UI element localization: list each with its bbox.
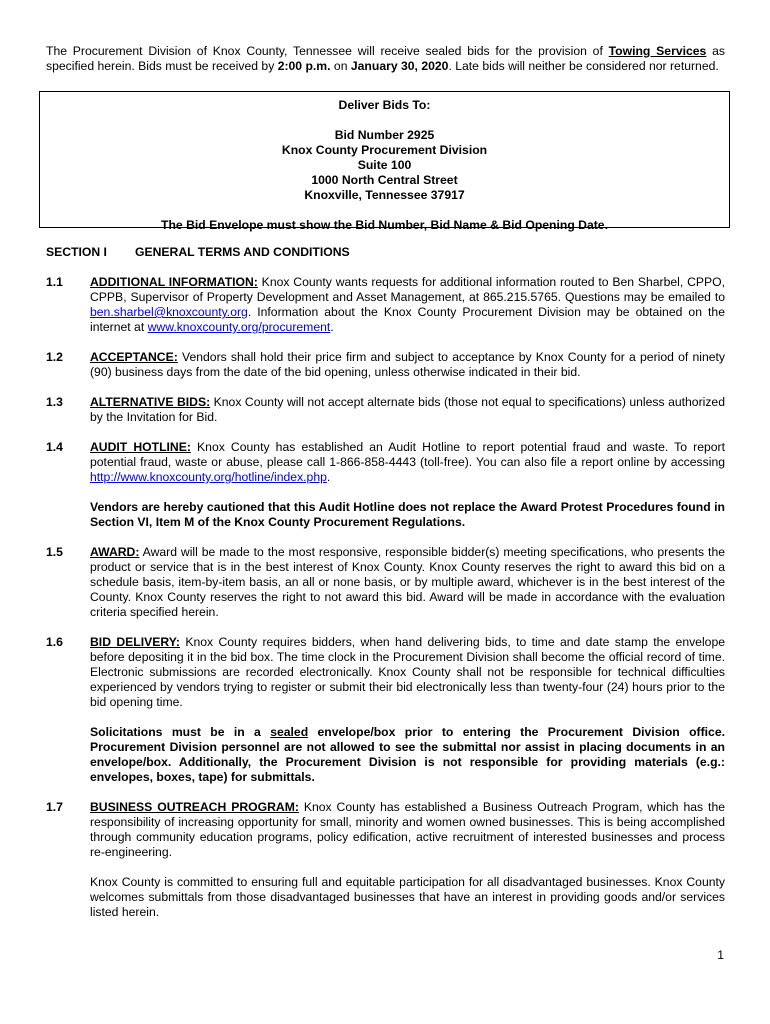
clause-text: Knox County has established a Business Outreach Program, which has the responsibility of increasing opportunity for small, minority and women owned businesses. This is being accomplished through community education programs, policy edification, active recruitment of interested businesses and process re-engineering. [90, 800, 725, 859]
clause-title: ALTERNATIVE BIDS: [90, 395, 211, 409]
notice-text: envelope/box prior to entering the Procurement Division office. Procurement Division personnel are not allowed to see the submittal nor assist in placing documents in an envelope/box. Additionally, the Procurement Division is not responsible for providing materials (e.g.: envelopes, boxes, tape) for submittals. [90, 725, 725, 784]
notice-emphasis: sealed [270, 725, 309, 739]
clause-text: . Information about the Knox County Procurement Division may be obtained on the internet at [90, 305, 725, 334]
clause-number: 1.7 [46, 800, 63, 814]
clause-text: . [326, 470, 331, 484]
deadline-time: 2:00 p.m. [277, 59, 331, 73]
street-address: 1000 North Central Street [311, 173, 458, 187]
clause-title: BUSINESS OUTREACH PROGRAM: [90, 800, 299, 814]
section-number: SECTION I [46, 245, 107, 259]
hotline-caution: Vendors are hereby cautioned that this Audit Hotline does not replace the Award Protest Procedures found in Section VI, Item M of the Knox County Procurement Regulations. [90, 500, 725, 529]
envelope-notice: The Bid Envelope must show the Bid Number, Bid Name & Bid Opening Date. [161, 218, 608, 232]
sealed-notice [90, 725, 725, 784]
procurement-link[interactable]: www.knoxcounty.org/procurement [147, 320, 331, 334]
bid-number: Bid Number 2925 [334, 128, 435, 142]
intro-text: The Procurement Division of Knox County, Tennessee will receive sealed bids for the provision of [46, 44, 609, 58]
clause-text: Vendors shall hold their price firm and subject to acceptance by Knox County for a period of ninety (90) business days from the date of the bid opening, unless otherwise indicated in their bid. [90, 350, 725, 379]
clause-title: AWARD: [90, 545, 140, 559]
delivery-heading: Deliver Bids To: [338, 98, 431, 112]
clause-number: 1.5 [46, 545, 63, 559]
document-page [46, 44, 725, 920]
notice-text: Solicitations must be in a [90, 725, 271, 739]
deadline-date: January 30, 2020 [350, 59, 449, 73]
email-link[interactable]: ben.sharbel@knoxcounty.org [90, 305, 248, 319]
intro-text: on [330, 59, 351, 73]
clause-number: 1.4 [46, 440, 63, 454]
clause-text: Award will be made to the most responsive, responsible bidder(s) meeting specifications, who presents the product or service that is in the best interest of Knox County. Knox County reserves the right to award this bid on a schedule basis, item-by-item basis, an all or none basis, or by multiple award, whichever is in the best interest of the County. Knox County reserves the right to not award this bid. Award will be made in accordance with the evaluation criteria specified herein. [90, 545, 725, 619]
service-name: Towing Services [608, 44, 707, 58]
city-state-zip: Knoxville, Tennessee 37917 [304, 188, 465, 202]
clause-text: . [330, 320, 334, 334]
section-heading [46, 245, 725, 260]
page-number: 1 [717, 948, 724, 962]
clause-1-4 [46, 440, 725, 530]
clause-number: 1.1 [46, 275, 63, 289]
clause-number: 1.3 [46, 395, 63, 409]
division-name: Knox County Procurement Division [281, 143, 488, 157]
delivery-box [39, 91, 730, 232]
clause-1-1 [46, 275, 725, 335]
section-title: GENERAL TERMS AND CONDITIONS [135, 245, 350, 259]
clause-title: ADDITIONAL INFORMATION: [90, 275, 258, 289]
intro-paragraph [46, 44, 725, 74]
clause-text: Knox County requires bidders, when hand delivering bids, to time and date stamp the envelope before depositing it in the bid box. The time clock in the Procurement Division shall become the official record of time. Electronic submissions are recorded electronically. Knox County shall not be responsible for technical difficulties experienced by vendors trying to register or submit their bid electronically less than twenty-four (24) hours prior to the bid opening time. [90, 635, 726, 709]
intro-text: . Late bids will neither be considered nor returned. [448, 59, 719, 73]
clause-title: AUDIT HOTLINE: [90, 440, 191, 454]
clause-number: 1.2 [46, 350, 63, 364]
clause-1-2 [46, 350, 725, 380]
clause-title: ACCEPTANCE: [90, 350, 178, 364]
clause-1-3 [46, 395, 725, 425]
clause-title: BID DELIVERY: [90, 635, 180, 649]
intro-text: as specified herein. Bids must be received by [46, 44, 725, 73]
clause-1-7 [46, 800, 725, 920]
clause-paragraph: Knox County is committed to ensuring full and equitable participation for all disadvantaged businesses. Knox County welcomes submittals from those disadvantaged businesses that have an interest in providing goods and/or services listed herein. [90, 875, 725, 919]
suite: Suite 100 [357, 158, 412, 172]
clause-1-6 [46, 635, 725, 785]
clause-text: Knox County will not accept alternate bids (those not equal to specifications) unless authorized by the Invitation for Bid. [90, 395, 725, 424]
clause-text: Knox County wants requests for additional information routed to Ben Sharbel, CPPO, CPPB, Supervisor of Property Development and Asset Management, at 865.215.5765. Questions may be emailed to [90, 275, 725, 304]
clause-1-5 [46, 545, 725, 620]
hotline-link[interactable]: http://www.knoxcounty.org/hotline/index.php [90, 470, 327, 484]
clause-text: Knox County has established an Audit Hotline to report potential fraud and waste. To report potential fraud, waste or abuse, please call 1-866-858-4443 (toll-free). You can also file a report online by accessing [90, 440, 725, 469]
clause-number: 1.6 [46, 635, 63, 649]
